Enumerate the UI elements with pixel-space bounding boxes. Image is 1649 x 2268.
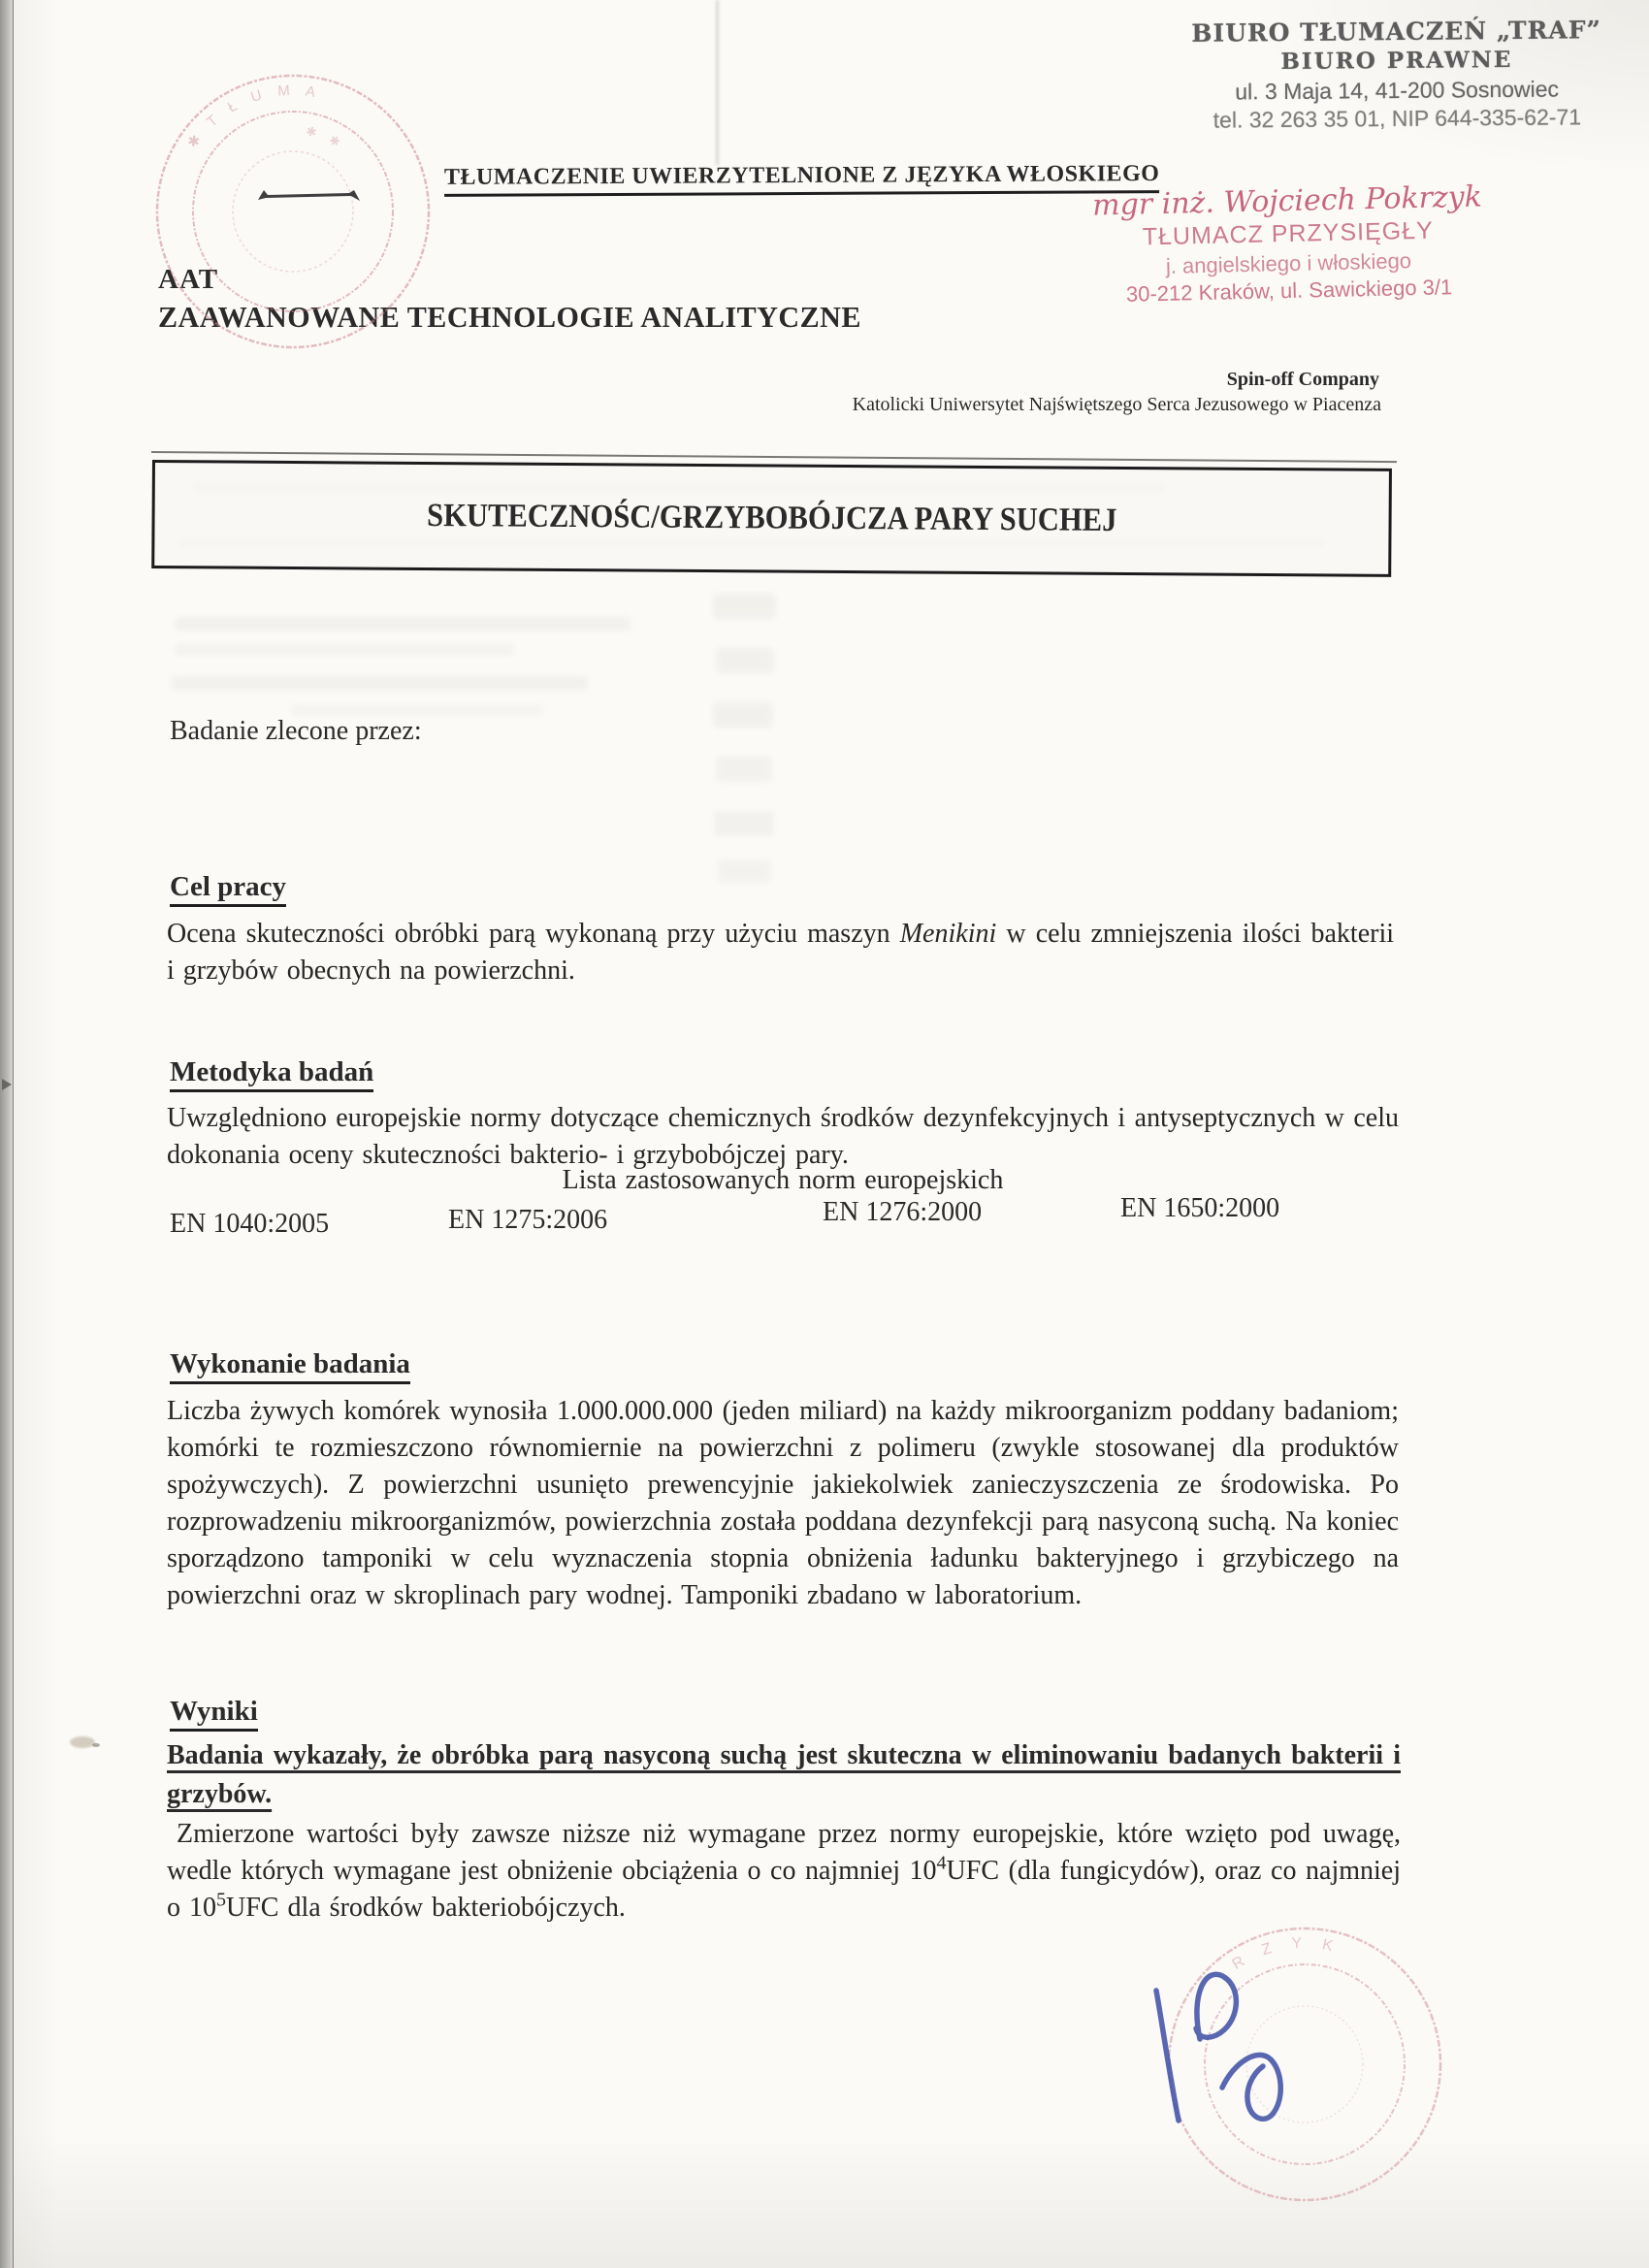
body-fragment: w celu zmniejszenia ilości bakterii i grzybów obecnych na powierzchni. — [167, 919, 1395, 986]
ghost-text-row — [175, 644, 514, 656]
body-fragment: UFC dla środków bakteriobójczych. — [226, 1893, 626, 1923]
office-stamp-legal: BIURO PRAWNE — [1280, 46, 1513, 76]
ghost-text-row — [175, 617, 630, 631]
report-title-box — [151, 460, 1392, 577]
commissioned-by-label: Badanie zlecone przez: — [170, 716, 422, 746]
company-name: ZAAWANOWANE TECHNOLOGIE ANALITYCZNE — [158, 300, 861, 334]
signature-scribble — [1156, 1974, 1280, 2121]
ghost-mark — [718, 859, 771, 883]
translator-title: TŁUMACZ PRZYSIĘGŁY — [1142, 216, 1435, 251]
body-fragment: Ocena skuteczności obróbki parą wykonaną przy użyciu maszyn — [167, 919, 900, 949]
translator-address: 30-212 Kraków, ul. Sawickiego 3/1 — [1125, 275, 1453, 307]
brand-name-italic: Menikini — [899, 919, 997, 949]
company-abbr: AAT — [158, 264, 219, 295]
heading-text: Wykonanie badania — [170, 1348, 410, 1384]
margin-smudge-mark — [70, 1736, 95, 1748]
section-cel-pracy-body — [167, 916, 1394, 989]
round-stamp-bottom-right — [1169, 1928, 1440, 2200]
ghost-mark — [713, 702, 773, 728]
norm-item: EN 1276:2000 — [823, 1197, 983, 1227]
spinoff-label: Spin-off Company — [1226, 369, 1379, 390]
translator-name: mgr inż. Wojciech Pokrzyk — [1091, 179, 1483, 223]
section-cel-pracy-heading — [170, 871, 286, 907]
ghost-mark — [716, 648, 774, 673]
office-stamp-phone-nip: tel. 32 263 35 01, NIP 644-335-62-71 — [1212, 104, 1582, 133]
office-stamp-address: ul. 3 Maja 14, 41-200 Sosnowiec — [1235, 76, 1560, 105]
ghost-mark — [713, 594, 776, 619]
norm-item: EN 1275:2006 — [448, 1205, 608, 1235]
section-wykonanie-heading — [170, 1348, 410, 1384]
heading-text: Wyniki — [170, 1696, 258, 1732]
body-fragment: Zmierzone wartości były zawsze niższe niż wymagane przez normy europejskie, które wzięto pod uwagę, wedle których wymagane jest obniżenie obciążenia o co najmniej 10 — [167, 1819, 1401, 1886]
university-name: Katolicki Uniwersytet Najświętszego Serca Jezusowego w Piacenza — [852, 394, 1381, 415]
norms-list-title: Lista zastosowanych norm europejskich — [562, 1165, 1004, 1195]
norm-item: EN 1650:2000 — [1120, 1193, 1280, 1223]
svg-text:✱ T Ł U M A: ✱ T Ł U M A — [183, 81, 323, 151]
section-metodyka-heading — [170, 1056, 373, 1092]
ghost-mark — [716, 757, 772, 782]
section-wyniki-heading — [170, 1696, 258, 1732]
translation-office-stamp — [1187, 16, 1605, 134]
heading-text: Metodyka badań — [170, 1056, 373, 1092]
superscript-exponent: 5 — [216, 1889, 226, 1911]
translator-languages: j. angielskiego i włoskiego — [1165, 248, 1412, 278]
body-fragment: UFC (dla fungicydów), oraz co najmniej o 10 — [167, 1856, 1402, 1923]
certification-header: TŁUMACZENIE UWIERZYTELNIONE Z JĘZYKA WŁOSKIEGO — [444, 161, 1160, 197]
sworn-translator-stamp — [1083, 179, 1494, 308]
margin-smudge-dot — [92, 1743, 100, 1747]
norm-item: EN 1040:2005 — [170, 1209, 330, 1239]
paper-crease — [716, 0, 719, 165]
office-stamp-name: BIURO TŁUMACZEŃ „TRAF” — [1191, 16, 1602, 48]
svg-text:✱ ✱: ✱ ✱ — [304, 122, 347, 153]
staple-mark — [258, 190, 360, 201]
ghost-text-row — [171, 676, 588, 690]
ghost-text-row — [291, 704, 543, 716]
wyniki-statement: Badania wykazały, że obróbka parą nasyconą suchą jest skuteczna w eliminowaniu badanych bakterii i grzybów. — [167, 1740, 1401, 1809]
wyniki-body — [167, 1816, 1401, 1927]
section-metodyka-body: Uwzględniono europejskie normy dotyczące chemicznych środków dezynfekcyjnych i antyseptycznych w celu dokonania oceny skuteczności bakterio- i grzybobójczej pary. — [167, 1103, 1399, 1170]
superscript-exponent: 4 — [936, 1852, 947, 1874]
section-wykonanie-body: Liczba żywych komórek wynosiła 1.000.000.000 (jeden miliard) na każdy mikroorganizm poddany badaniom; komórki te rozmieszczono równomiernie na powierzchni z polimeru (zwykle stosowanej dla produktów spożywczych). Z powierzchni usunięto prewencyjnie jakiekolwiek zanieczyszczenia ze środowiska. Po rozprowadzeniu mikroorganizmów, powierzchnia została poddana dezynfekcji parą nasyconą suchą. Na koniec sporządzono tamponiki w celu wyznaczenia stopnia obniżenia ładunku bakteryjnego i grzybiczego na powierzchni oraz w skroplinach pary wodnej. Tamponiki zbadano w laboratorium. — [167, 1396, 1399, 1610]
heading-text: Cel pracy — [170, 871, 286, 907]
report-title: SKUTECZNOŚC/GRZYBOBÓJCZA PARY SUCHEJ — [426, 497, 1117, 538]
ghost-mark — [714, 811, 774, 836]
norms-row — [167, 1193, 1401, 1244]
scan-edge-strip — [0, 0, 14, 2268]
svg-text:R Z Y K: R Z Y K — [1229, 1934, 1342, 1973]
